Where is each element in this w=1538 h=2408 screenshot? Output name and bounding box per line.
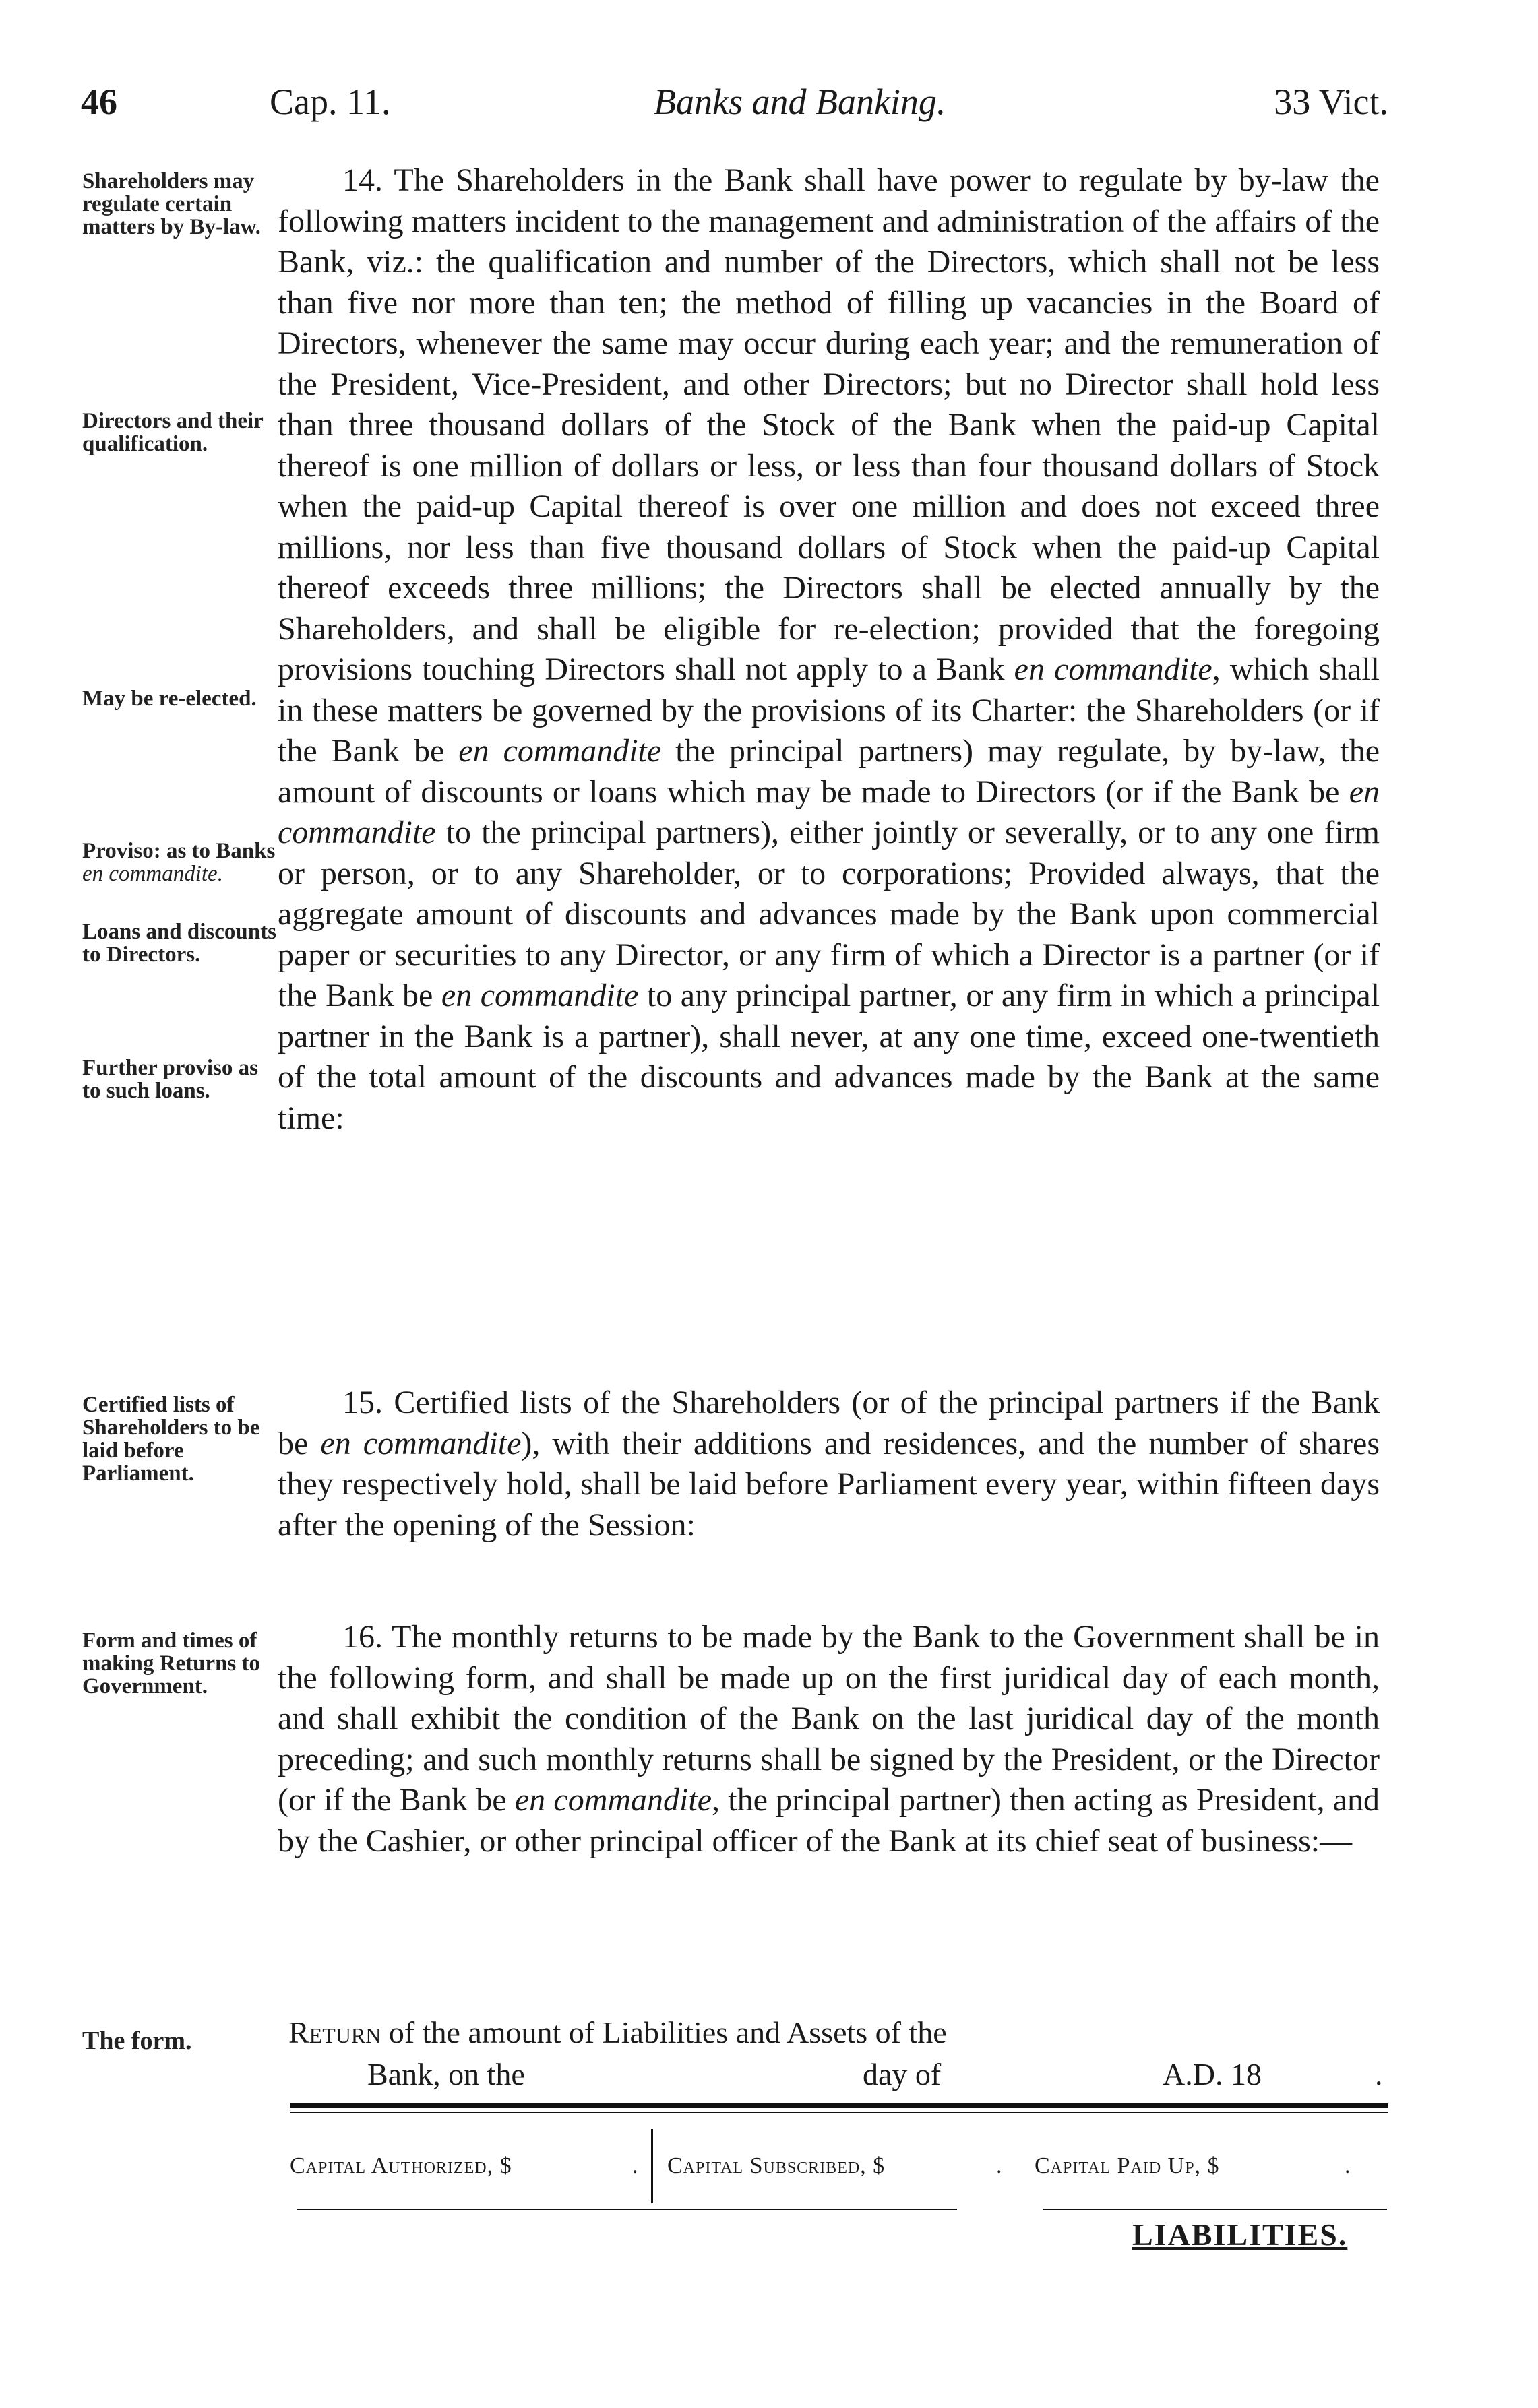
italic-term: en commandite bbox=[320, 1425, 522, 1461]
regnal-year: 33 Vict. bbox=[1274, 82, 1388, 122]
section-number: 16. bbox=[342, 1619, 383, 1655]
dot-2: . bbox=[996, 2153, 1003, 2178]
section-text: The Shareholders in the Bank shall have power to regulate by by-law the following matters incident to the management and administration of the affairs of the Bank, viz.: the qualification and number of the Directors, which shall not be less than five nor more than ten; the method of filling up vacancies in the Board of Directors, whenever the same may occur during each year; and the remuneration of the President, Vice-President, and other Directors; but no Director shall hold less than three thousand dollars of the Stock of the Bank when the paid-up Capital thereof is one million of dollars or less, or less than four thousand dollars of Stock when the paid-up Capital thereof is over one million and does not exceed three millions, nor less than five thousand dollars of Stock when the paid-up Capital thereof exceeds three millions; the Directors shall be elected annually by the Shareholders, and shall be eligible for re-election; provided that the foregoing provisions touching Directors shall not apply to a Bank bbox=[278, 162, 1380, 687]
margin-note-form-and-times: Form and times of making Returns to Government. bbox=[82, 1628, 261, 1699]
margin-note-the-form: The form. bbox=[82, 2027, 192, 2055]
margin-note-shareholders-bylaw: Shareholders may regulate certain matters by By-law. bbox=[82, 169, 261, 239]
italic-term: en commandite bbox=[278, 773, 1380, 850]
section-number: 15. bbox=[342, 1385, 383, 1420]
margin-note-further-proviso: Further proviso as to such loans. bbox=[82, 1056, 258, 1103]
capital-subscribed-label: Capital Subscribed, $ bbox=[667, 2153, 886, 2178]
heavy-rule bbox=[290, 2103, 1388, 2108]
margin-note-re-elected: May be re-elected. bbox=[82, 687, 257, 711]
capital-paid-up-label: Capital Paid Up, $ bbox=[1035, 2153, 1220, 2178]
chapter-label: Cap. 11. bbox=[270, 82, 391, 122]
form-line-2-ad: A.D. 18 bbox=[1163, 2057, 1262, 2091]
section-text: ), with their additions and residences, and the number of shares they respectively hold, shall be laid before Parliament every year, within fifteen days after the opening of the Session: bbox=[278, 1425, 1380, 1543]
margin-note-loans-directors: Loans and discounts to Directors. bbox=[82, 920, 276, 967]
form-line-2-bank: Bank, on the bbox=[367, 2057, 525, 2091]
capital-authorized-label: Capital Authorized, $ bbox=[290, 2153, 512, 2178]
italic-term: en commandite bbox=[458, 733, 662, 769]
section-text: the principal partners) may regulate, by by-law, the amount of discounts or loans which may be made to Directors (or if the Bank be bbox=[278, 733, 1380, 810]
form-line-1-text: of the amount of Liabilities and Assets of the bbox=[388, 2015, 947, 2050]
section-text: , which shall in these matters be governed by the provisions of its Charter: the Shareholders (or if the Bank be bbox=[278, 652, 1380, 769]
thin-rule bbox=[290, 2112, 1388, 2113]
dot-1: . bbox=[632, 2153, 639, 2178]
form-line-2-day: day of bbox=[863, 2057, 942, 2091]
return-word: Return bbox=[288, 2015, 381, 2050]
section-text: to the principal partners), either jointly or severally, or to any one firm or person, or to any Shareholder, or to corporations; Provided always, that the aggregate amount of discounts and advances made by the Bank upon commercial paper or securities to any Director, or any firm of which a Director is a partner (or if the Bank be bbox=[278, 815, 1380, 1013]
section-text: to any principal partner, or any firm in which a principal partner in the Bank is a partner), shall never, at any one time, exceed one-twentieth of the total amount of the discounts and advances made by the Bank at the same time: bbox=[278, 978, 1380, 1136]
margin-note-directors-qualification: Directors and their qualification. bbox=[82, 409, 264, 456]
liabilities-heading: LIABILITIES. bbox=[1132, 2217, 1348, 2252]
section-text: Certified lists of the Shareholders (or of the principal partners if the Bank be bbox=[278, 1385, 1380, 1461]
section-14-text bbox=[278, 160, 1380, 1139]
section-15-text bbox=[278, 1383, 1380, 1546]
running-title: Banks and Banking. bbox=[654, 82, 946, 122]
column-divider bbox=[651, 2129, 653, 2203]
italic-term: en commandite bbox=[1014, 652, 1212, 687]
margin-note-proviso bbox=[82, 839, 278, 885]
section-text: , the principal partner) then acting as President, and by the Cashier, or other principal officer of the Bank at its chief seat of business:— bbox=[278, 1782, 1380, 1859]
section-text: The monthly returns to be made by the Bank to the Government shall be in the following form, and shall be made up on the first juridical day of each month, and shall exhibit the condition of the Bank on the last juridical day of the month preceding; and such monthly returns shall be signed by the President, or the Director (or if the Bank be bbox=[278, 1619, 1380, 1818]
italic-term: en commandite bbox=[514, 1782, 712, 1818]
running-header bbox=[81, 81, 1388, 128]
italic-term: en commandite bbox=[441, 978, 639, 1013]
margin-note-certified-lists: Certified lists of Shareholders to be laid before Parliament. bbox=[82, 1393, 260, 1486]
bottom-rule-right bbox=[1043, 2209, 1387, 2210]
section-16-text bbox=[278, 1617, 1380, 1862]
proviso-prefix: Proviso: as to Banks bbox=[82, 839, 276, 863]
proviso-italic: en commandite. bbox=[82, 862, 223, 886]
form-line-1 bbox=[288, 2015, 947, 2050]
bottom-rule-left bbox=[297, 2209, 957, 2210]
section-number: 14. bbox=[342, 162, 383, 198]
form-line-2-dot: . bbox=[1375, 2057, 1383, 2091]
page-number: 46 bbox=[81, 82, 117, 122]
dot-3: . bbox=[1345, 2153, 1351, 2178]
